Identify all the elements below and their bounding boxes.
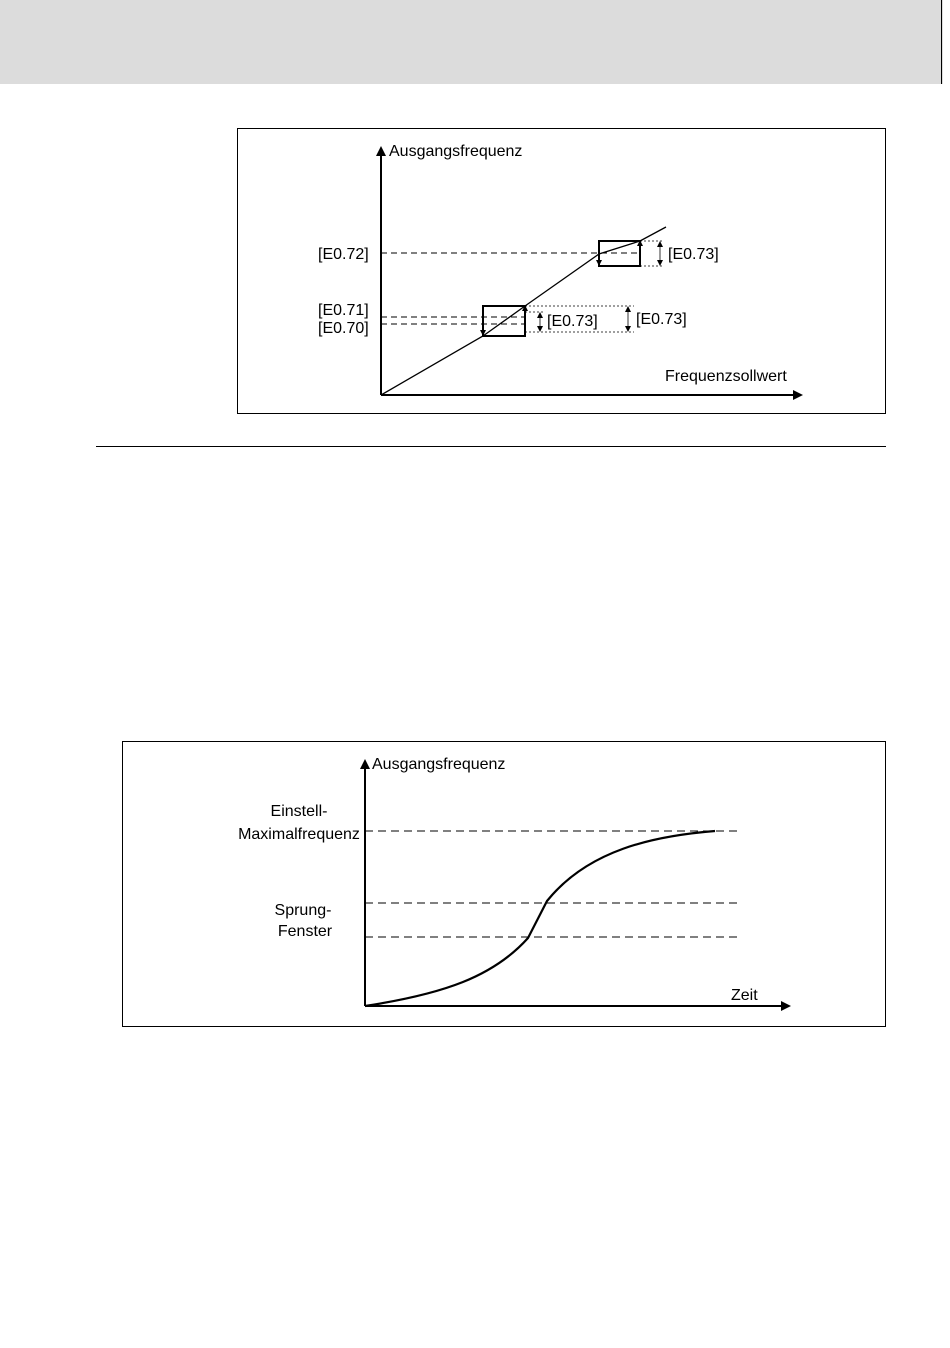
label-e071: [E0.71]	[318, 302, 369, 319]
frequency-time-diagram	[122, 741, 886, 1027]
label-e073-lower-inner: [E0.73]	[547, 313, 598, 330]
label-e073-upper: [E0.73]	[668, 246, 719, 263]
x-axis-label: Frequenzsollwert	[665, 368, 787, 385]
skip-frequency-diagram	[237, 128, 886, 414]
max-frequency-label-line1: Einstell-	[270, 803, 328, 820]
skip-window-label-line2: Fenster	[277, 923, 333, 940]
characteristic-line	[381, 227, 666, 395]
label-e070: [E0.70]	[318, 320, 369, 337]
section-divider	[96, 446, 886, 447]
header-edge-line	[941, 0, 942, 84]
label-e072: [E0.72]	[318, 246, 369, 263]
skip-frequency-svg	[238, 129, 887, 415]
skip-window-label-line1: Sprung-	[274, 902, 332, 919]
output-frequency-curve	[365, 831, 715, 1006]
max-frequency-label-line2: Maximalfrequenz	[238, 826, 360, 843]
label-e073-lower-outer: [E0.73]	[636, 311, 687, 328]
header-edge	[943, 0, 950, 84]
page-header-bar	[0, 0, 950, 84]
x-axis-label: Zeit	[731, 987, 758, 1004]
y-axis-label: Ausgangsfrequenz	[389, 143, 523, 160]
frequency-time-svg	[123, 742, 887, 1028]
y-axis-label: Ausgangsfrequenz	[372, 756, 506, 773]
